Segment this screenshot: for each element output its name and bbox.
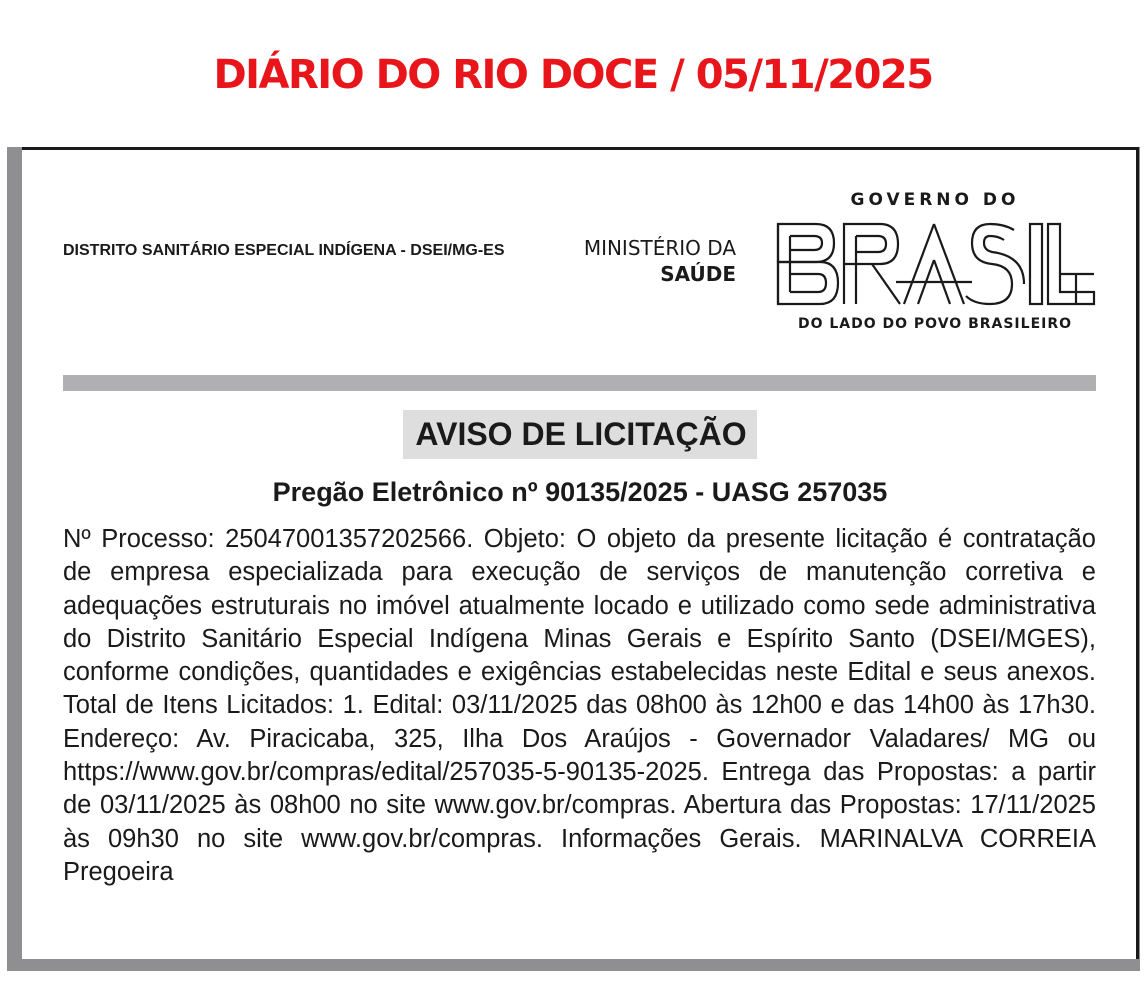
brasil-logo-letter-s bbox=[966, 224, 1024, 304]
newspaper-masthead: DIÁRIO DO RIO DOCE / 05/11/2025 bbox=[213, 52, 933, 98]
ministry-label: MINISTÉRIO DA bbox=[583, 236, 736, 260]
organization-name: DISTRITO SANITÁRIO ESPECIAL INDÍGENA - DSEI/MG-ES bbox=[63, 242, 505, 259]
notice-subtitle: Pregão Eletrônico nº 90135/2025 - UASG 257035 bbox=[272, 477, 888, 507]
brasil-logo-letter-l bbox=[1048, 224, 1094, 304]
notice-title-wrapper bbox=[0, 410, 1146, 459]
notice-title: AVISO DE LICITAÇÃO bbox=[403, 410, 756, 459]
brasil-logo-letter-i bbox=[1030, 224, 1042, 304]
brasil-logo bbox=[776, 222, 1096, 306]
brasil-logo-letter-a bbox=[896, 224, 972, 304]
ministry-of-health bbox=[520, 235, 736, 287]
government-label: GOVERNO DO bbox=[850, 190, 1020, 210]
ministry-name: SAÚDE bbox=[660, 262, 736, 286]
section-divider bbox=[63, 375, 1096, 391]
notice-body: Nº Processo: 25047001357202566. Objeto: O objeto da presente licitação é contratação de empresa especializada para execução de serviços de manutenção corretiva e adequações estruturais no imóvel atualmente locado e utilizado como sede administrativa do Distrito Sanitário Especial Indígena Minas Gerais e Espírito Santo (DSEI/MGES), conforme condições, quantidades e exigências estabelecidas neste Edital e seus anexos. Total de Itens Licitados: 1. Edital: 03/11/2025 das 08h00 às 12h00 e das 14h00 às 17h30. Endereço: Av. Piracicaba, 325, Ilha Dos Araújos - Governador Valadares/ MG ou https://www.gov.br/compras/edital/257035-5-90135-2025. Entrega das Propostas: a partir de 03/11/2025 às 08h00 no site www.gov.br/compras. Abertura das Propostas: 17/11/2025 às 09h30 no site www.gov.br/compras. Informações Gerais. MARINALVA CORREIA Pregoeira bbox=[63, 525, 1096, 886]
brasil-logo-letter-r bbox=[844, 224, 900, 304]
government-slogan: DO LADO DO POVO BRASILEIRO bbox=[797, 316, 1073, 332]
brasil-logo-letter-b bbox=[778, 224, 838, 304]
